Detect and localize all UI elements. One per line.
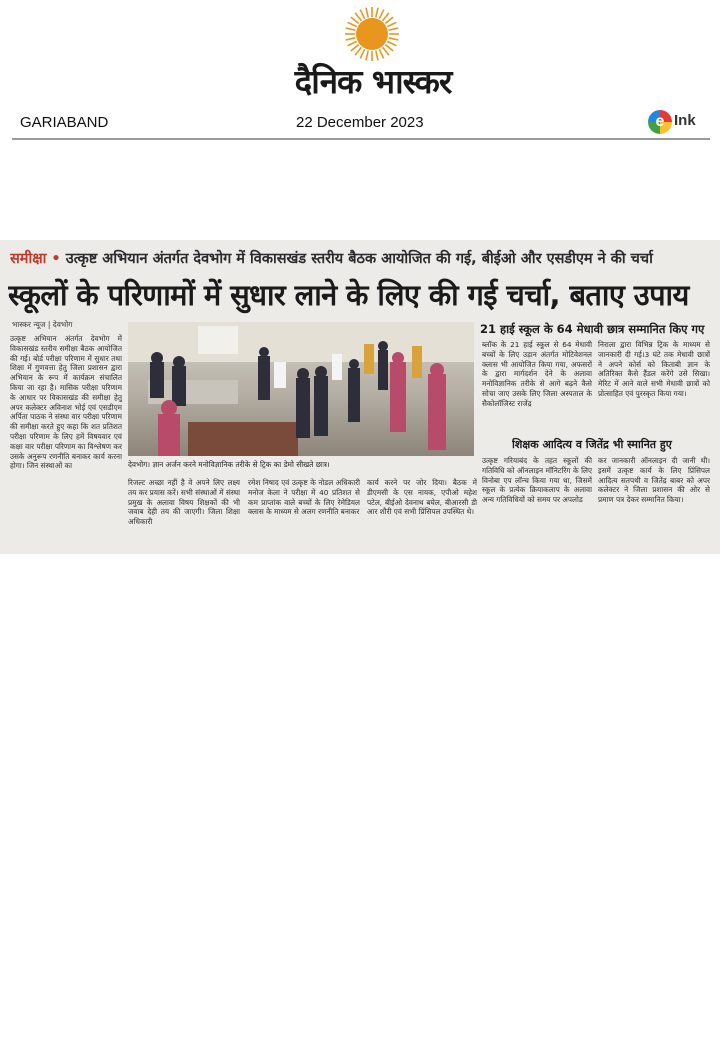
eink-logo-text: Ink (674, 112, 696, 129)
article-column: उत्कृष्ट अभियान अंतर्गत देवभोग में विकासखंड स्तरीय समीक्षा बैठक आयोजित की गई। बोर्ड परीक्षा परिणाम में सुधार तथा शिक्षा में गुणवत्ता हेतु जिला प्रशासन द्वारा अभियान के रूप में कार्यक्रम संचालित किया जा रहा है। मासिक परीक्षा परिणाम के आधार पर विकासखंड की समीक्षा हेतु अपर कलेक्टर अविनाश भोई एवं एसडीएम अर्पिता पाठक ने संस्था वार परीक्षा परिणाम की समीक्षा करते हुए कहा कि शत प्रतिशत परीक्षा परिणाम के लिए हमें विषयवार एवं कक्षा वार परीक्षा परिणाम का विश्लेषण कर उसके अनुरूप रणनीति बनाकर कार्य करना होगा। जिन संस्थाओं का (10, 334, 122, 471)
kicker-tag: समीक्षा • (10, 251, 61, 267)
article-headline: स्कूलों के परिणामों में सुधार लाने के लिए की गई चर्चा, बताए उपाय (8, 278, 689, 312)
article-column: कर जानकारी ऑनलाइन दी जानी थी। इसमें उत्कृष्ट कार्य के लिए प्रिंसिपल आदित्य सतपथी व जितेंद्र बाबर को अपर कलेक्टर ने जिला प्रशासन की ओर से प्रमाण पत्र देकर सम्मानित किया। (598, 456, 710, 505)
edition-label: GARIABAND (20, 114, 109, 131)
subheading: शिक्षक आदित्य व जितेंद्र भी स्मानित हुए (512, 438, 672, 451)
article-column: निराला द्वारा विभिन्न ट्रिक के माध्यम से जानकारी दी गई।3 घंटे तक मेधावी छात्रों ने अपने कोर्स को किताबी ज्ञान के अतिरिक्त कैसे हैंडल करेंगे उसे सिखा। मेरिट में आने वाले सभी मेधावी छात्रों को प्रोत्साहित एवं पुरस्कृत किया गया। (598, 340, 710, 398)
article-column: उत्कृष्ट गरियाबंद के तहत स्कूलों की गतिविधि को ऑनलाइन मॉनिटरिंग के लिए विनोबा एप लॉन्च किया गया था, जिसमें स्कूल के प्रत्येक क्रियाकलाप के अलावा अन्य गतिविधियों को समय पर अपलोड (482, 456, 592, 505)
article-column: कार्य करने पर जोर दिया। बैठक में डीएमसी के एस नायक, एपीओ महेश पटेल, बीईओ देवनाथ बघेल, बीआरसी डी आर शौरी एवं सभी प्रिंसिपल उपस्थित थे। (367, 478, 477, 517)
newspaper-logo: दैनिक भास्कर (294, 62, 452, 101)
article-column: ब्लॉक के 21 हाई स्कूल से 64 मेधावी बच्चों के लिए उड़ान अंतर्गत मोटिवेशनल क्लास भी आयोजित किया गया, अफसरों के द्वारा मार्गदर्शन देने के अलावा मनोविज्ञानिक तरीके से आगे बढ़ने कैसे सोचा जाए उसके लिए जिला अस्पताल के सैकोलॉजिस्ट राजेंद्र (482, 340, 592, 408)
edition-date: 22 December 2023 (296, 114, 424, 131)
subheading: 21 हाई स्कूल के 64 मेधावी छात्र सम्मानित किए गए (480, 322, 705, 336)
article-kicker (10, 246, 710, 272)
article-column: रिजल्ट अच्छा नहीं है वे अपने लिए लक्ष्य तय कर प्रयास करें। सभी संस्थाओं में संस्था प्रमुख के अलावा विषय शिक्षकों की भी जवाब देही तय की जाएगी। जिला शिक्षा अधिकारी (128, 478, 240, 527)
eink-logo (648, 110, 704, 136)
photo-caption: देवभोग। ज्ञान अर्जन करने मनोविज्ञानिक तरीके से ट्रिक का डेमो सीखते छात्र। (128, 460, 330, 469)
header-divider (12, 138, 710, 140)
kicker-text: उत्कृष्ट अभियान अंतर्गत देवभोग में विकासखंड स्तरीय बैठक आयोजित की गई, बीईओ और एसडीएम ने की चर्चा (65, 251, 653, 267)
article-byline: भास्कर न्यूज | देवभोग (12, 320, 73, 329)
sun-logo-icon (344, 6, 400, 62)
news-photo (128, 322, 474, 456)
article-column: रमेश निषाद एवं उत्कृष्ट के नोडल अधिकारी मनोज केला ने परीक्षा में 40 प्रतिशत से कम प्राप्तांक वाले बच्चों के लिए रेमेडियल क्लास के माध्यम से अलग रणनीति बनाकर (248, 478, 360, 517)
news-clipping (0, 240, 720, 554)
eink-globe-icon: e (648, 110, 672, 134)
